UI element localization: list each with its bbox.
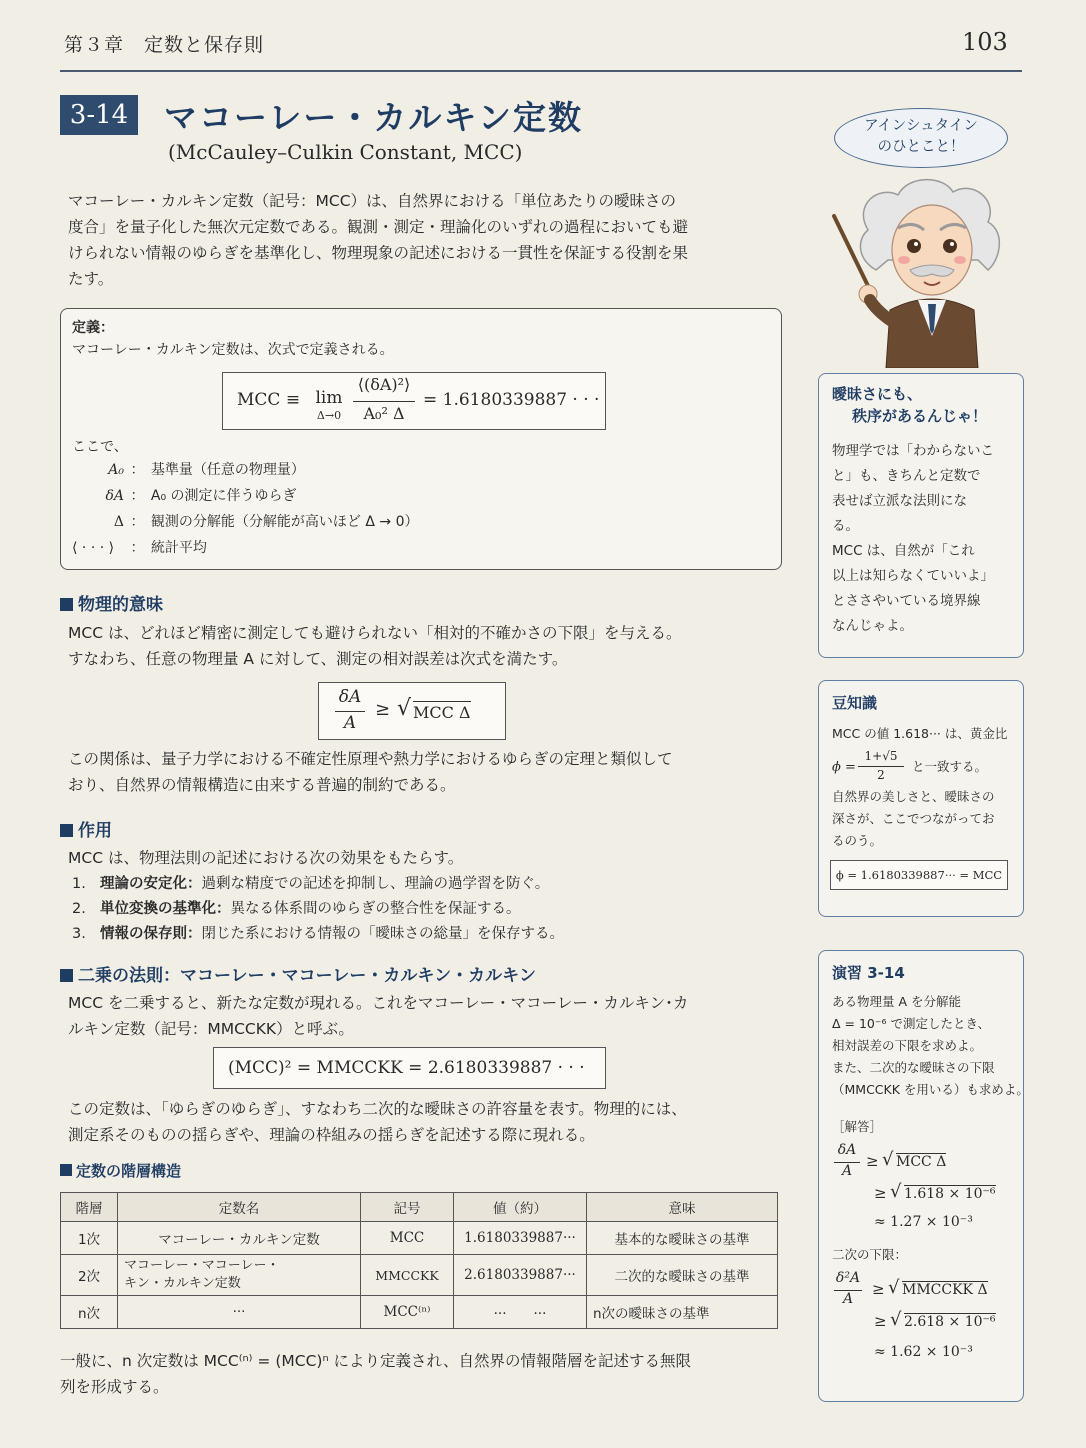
text-line: 物理学では「わからないこ xyxy=(832,443,994,459)
eq-lim: lim xyxy=(315,388,343,408)
text-line: とささやいている境界線 xyxy=(832,593,981,609)
section-subtitle: (McCauley–Culkin Constant, MCC) xyxy=(168,140,523,164)
trivia-line: MCC の値 1.618··· は、黄金比 xyxy=(832,726,1008,741)
eq-lhs: MCC ≡ xyxy=(237,390,301,410)
column-header: 階層 xyxy=(61,1193,118,1222)
table-row xyxy=(61,1296,778,1329)
bubble-line: アインシュタイン xyxy=(864,118,978,134)
def-symbol: ⟨ · · · ⟩ xyxy=(72,540,115,556)
section-title: マコーレー・カルキン定数 xyxy=(164,98,584,137)
trivia-body xyxy=(832,786,995,852)
text-line: MCC を二乗すると、新たな定数が現れる。これをマコーレー・マコーレー・カルキン･カ xyxy=(68,994,689,1012)
exercise-heading: 演習 3-14 xyxy=(832,964,905,982)
definition-label: 定義： xyxy=(72,320,114,336)
effects-intro: MCC は、物理法則の記述における次の効果をもたらす。 xyxy=(68,849,464,867)
def-symbol: δA xyxy=(105,488,124,504)
header-rule xyxy=(60,70,1022,72)
eq-rhs: = 1.6180339887 · · · xyxy=(423,390,600,410)
trivia-line: と一致する。 xyxy=(912,759,988,774)
trivia-phi-symbol: ϕ = xyxy=(832,760,856,775)
heading-square-marker xyxy=(60,1164,72,1176)
trivia-phi-numerator: 1+√5 xyxy=(864,749,898,763)
bubble-line: のひとこと！ xyxy=(877,139,965,155)
table-cell: MCC xyxy=(361,1222,454,1255)
def-desc: 基準量（任意の物理量） xyxy=(150,462,305,478)
answer1-step2-radicand: 1.618 × 10⁻⁶ xyxy=(904,1186,996,1202)
tip-heading-line: 曖昧さにも、 xyxy=(832,385,923,403)
definition-item xyxy=(72,537,207,557)
table-cell: 1.6180339887··· xyxy=(454,1222,587,1255)
trivia-equation: ϕ = 1.6180339887··· = MCC xyxy=(830,860,1008,890)
intro-line: マコーレー・カルキン定数（記号：MCC）は、自然界における「単位あたりの曖昧さの xyxy=(68,192,677,210)
answer-equation-2 xyxy=(832,1270,1020,1370)
hierarchy-footer-paragraph xyxy=(60,1348,784,1400)
sqrt-icon: √ xyxy=(397,696,412,721)
table-cell: ··· ··· xyxy=(454,1296,587,1329)
einstein-character-illustration xyxy=(828,160,1028,368)
table-cell: 2次 xyxy=(61,1255,118,1296)
text-line: 列を形成する。 xyxy=(60,1378,169,1396)
list-item: 2. 単位変換の基準化：異なる体系間のゆらぎの整合性を保証する。 xyxy=(72,901,521,917)
eq-denominator: A₀² Δ xyxy=(363,404,405,423)
eq-fraction-bar xyxy=(353,401,415,402)
geq-symbol: ≥ xyxy=(874,1312,887,1330)
physical-paragraph-2 xyxy=(68,746,784,798)
def-desc: 観測の分解能（分解能が高いほど Δ → 0） xyxy=(150,514,419,530)
trivia-phi-fraction-bar xyxy=(858,766,904,767)
text-line: 深さが、ここでつながってお xyxy=(832,811,995,826)
table-header-row xyxy=(61,1193,778,1222)
text-line: また、二次的な曖昧さの下限 xyxy=(832,1060,995,1075)
heading-square-law: 二乗の法則：マコーレー・マコーレー・カルキン・カルキン xyxy=(60,961,536,986)
text-line: （MMCCKK を用いる）も求めよ。 xyxy=(832,1082,1029,1097)
intro-paragraph xyxy=(68,188,784,292)
intro-line: 度合」を量子化した無次元定数である。観測・測定・理論化のいずれの過程においても避 xyxy=(68,218,689,236)
text-line: MCC は、どれほど精密に測定しても避けられない「相対的不確かさの下限」を与える。 xyxy=(68,624,682,642)
mmcckk-equation xyxy=(213,1047,606,1089)
def-desc: 統計平均 xyxy=(150,540,207,556)
def-sep: ： xyxy=(130,462,145,478)
mcc-definition-equation xyxy=(222,372,606,430)
text-line: ある物理量 A を分解能 xyxy=(832,994,961,1009)
table-cell: n次 xyxy=(61,1296,118,1329)
column-header: 値（約） xyxy=(454,1193,587,1222)
geq-symbol: ≥ xyxy=(866,1152,879,1170)
eq3-text: (MCC)² = MMCCKK = 2.6180339887 · · · xyxy=(228,1058,585,1078)
text-line: る。 xyxy=(832,518,859,534)
sqrt-icon: √ xyxy=(882,1149,894,1170)
text-line: と」も、きちんと定数で xyxy=(832,468,981,484)
table-cell: 二次的な曖昧さの基準 xyxy=(587,1255,778,1296)
eq-numerator: ⟨(δA)²⟩ xyxy=(357,375,411,394)
heading-square-marker xyxy=(60,969,73,982)
table-row xyxy=(61,1222,778,1255)
eq2-numerator: δA xyxy=(338,687,362,707)
exercise-body xyxy=(832,991,1029,1101)
geq-symbol: ≥ xyxy=(872,1280,885,1298)
running-header-chapter: 第３章 定数と保存則 xyxy=(64,34,265,56)
physical-paragraph-1 xyxy=(68,620,784,672)
def-sep: ： xyxy=(130,488,145,504)
table-cell: 2.6180339887··· xyxy=(454,1255,587,1296)
sqrt-icon: √ xyxy=(890,1181,902,1202)
def-sep: ： xyxy=(130,514,145,530)
table-cell: マコーレー・マコーレー・ キン・カルキン定数 xyxy=(118,1255,361,1296)
definition-item xyxy=(72,511,418,531)
answer-equation-1 xyxy=(832,1142,1020,1242)
def-desc: A₀ の測定に伴うゆらぎ xyxy=(150,488,297,504)
table-cell: MCC⁽ⁿ⁾ xyxy=(361,1296,454,1329)
heading-square-marker xyxy=(60,598,73,611)
def-symbol: A₀ xyxy=(108,462,124,478)
answer-label: ［解答］ xyxy=(832,1119,883,1134)
answer2-radicand: MMCCKK Δ xyxy=(902,1282,988,1298)
answer1-numerator: δA xyxy=(837,1142,857,1158)
text-line: この関係は、量子力学における不確定性原理や熱力学におけるゆらぎの定理と類似して xyxy=(68,750,673,768)
def-sep: ： xyxy=(130,540,145,556)
eq-lim-sub: Δ→0 xyxy=(316,409,342,422)
definition-item xyxy=(72,459,305,479)
table-cell: マコーレー・カルキン定数 xyxy=(118,1222,361,1255)
answer2-denominator: A xyxy=(842,1291,854,1307)
eq2-radicand: MCC Δ xyxy=(413,703,471,722)
table-cell: 基本的な曖昧さの基準 xyxy=(587,1222,778,1255)
trivia-phi-denominator: 2 xyxy=(877,768,885,782)
text-line: なんじゃよ。 xyxy=(832,618,913,634)
text-line: Δ = 10⁻⁶ で測定したとき、 xyxy=(832,1016,990,1031)
square-law-paragraph-1 xyxy=(68,990,784,1042)
trivia-heading: 豆知識 xyxy=(832,694,878,712)
table-row xyxy=(61,1255,778,1296)
text-line: MCC は、自然が「これ xyxy=(832,543,975,559)
speech-bubble xyxy=(834,108,1008,168)
column-header: 記号 xyxy=(361,1193,454,1222)
relative-error-inequality xyxy=(318,682,506,740)
heading-effects: 作用 xyxy=(60,816,112,841)
text-line: すなわち、任意の物理量 A に対して、測定の相対誤差は次式を満たす。 xyxy=(68,650,568,668)
effects-list xyxy=(72,872,564,947)
eq2-denominator: A xyxy=(343,713,357,733)
answer1-radicand: MCC Δ xyxy=(896,1154,947,1170)
sqrt-icon: √ xyxy=(888,1277,900,1298)
section-number-badge: 3-14 xyxy=(60,95,138,135)
text-line: 以上は知らなくていいよ」 xyxy=(832,568,994,584)
text-line: 表せば立派な法則にな xyxy=(832,493,967,509)
table-cell: 1次 xyxy=(61,1222,118,1255)
heading-physical-meaning: 物理的意味 xyxy=(60,590,163,615)
intro-line: けられない情報のゆらぎを基準化し、物理現象の記述における一貫性を保証する役割を果 xyxy=(68,244,689,262)
answer1-denominator: A xyxy=(841,1163,853,1179)
list-item: 1. 理論の安定化：過剰な精度での記述を抑制し、理論の過学習を防ぐ。 xyxy=(72,876,550,892)
text-line: おり、自然界の情報構造に由来する普遍的制約である。 xyxy=(68,776,456,794)
definition-text: マコーレー・カルキン定数は、次式で定義される。 xyxy=(72,342,394,358)
second-order-label: 二次の下限： xyxy=(832,1247,908,1262)
definition-here: ここで、 xyxy=(72,439,128,455)
answer2-step2-radicand: 2.618 × 10⁻⁶ xyxy=(904,1314,996,1330)
text-line: この定数は、「ゆらぎのゆらぎ」、すなわち二次的な曖昧さの許容量を表す。物理的には、 xyxy=(68,1100,687,1118)
text-line: ルキン定数（記号：MMCCKK）と呼ぶ。 xyxy=(68,1020,354,1038)
text-line: 測定系そのものの揺らぎや、理論の枠組みの揺らぎを記述する際に現れる。 xyxy=(68,1126,595,1144)
table-cell: MMCCKK xyxy=(361,1255,454,1296)
answer2-numerator: δ²A xyxy=(835,1270,861,1286)
text-line: 一般に、n 次定数は MCC⁽ⁿ⁾ = (MCC)ⁿ により定義され、自然界の情報階層を記述する無限 xyxy=(60,1352,691,1370)
answer2-result: ≈ 1.62 × 10⁻³ xyxy=(874,1344,973,1360)
column-header: 定数名 xyxy=(118,1193,361,1222)
text-line: るのう。 xyxy=(832,833,883,848)
definition-item xyxy=(72,485,297,505)
heading-square-marker xyxy=(60,824,73,837)
def-symbol: Δ xyxy=(113,514,124,530)
intro-line: たす。 xyxy=(68,270,114,288)
square-law-paragraph-2 xyxy=(68,1096,784,1148)
text-line: 相対誤差の下限を求めよ。 xyxy=(832,1038,983,1053)
column-header: 意味 xyxy=(587,1193,778,1222)
answer1-result: ≈ 1.27 × 10⁻³ xyxy=(874,1214,973,1230)
geq-symbol: ≥ xyxy=(874,1184,887,1202)
sqrt-icon: √ xyxy=(890,1309,902,1330)
eq2-relation: ≥ xyxy=(375,699,391,720)
list-item: 3. 情報の保存則：閉じた系における情報の「曖昧さの総量」を保存する。 xyxy=(72,926,564,942)
table-cell: n次の曖昧さの基準 xyxy=(587,1296,778,1329)
heading-hierarchy: 定数の階層構造 xyxy=(60,1160,181,1181)
tip-body xyxy=(832,439,994,639)
table-cell: ··· xyxy=(118,1296,361,1329)
eq2-fraction-bar xyxy=(335,711,365,712)
hierarchy-table xyxy=(60,1192,778,1329)
tip-heading-line: 秩序があるんじゃ！ xyxy=(852,407,988,425)
text-line: 自然界の美しさと、曖昧さの xyxy=(832,789,995,804)
page-number: 103 xyxy=(962,28,1008,56)
